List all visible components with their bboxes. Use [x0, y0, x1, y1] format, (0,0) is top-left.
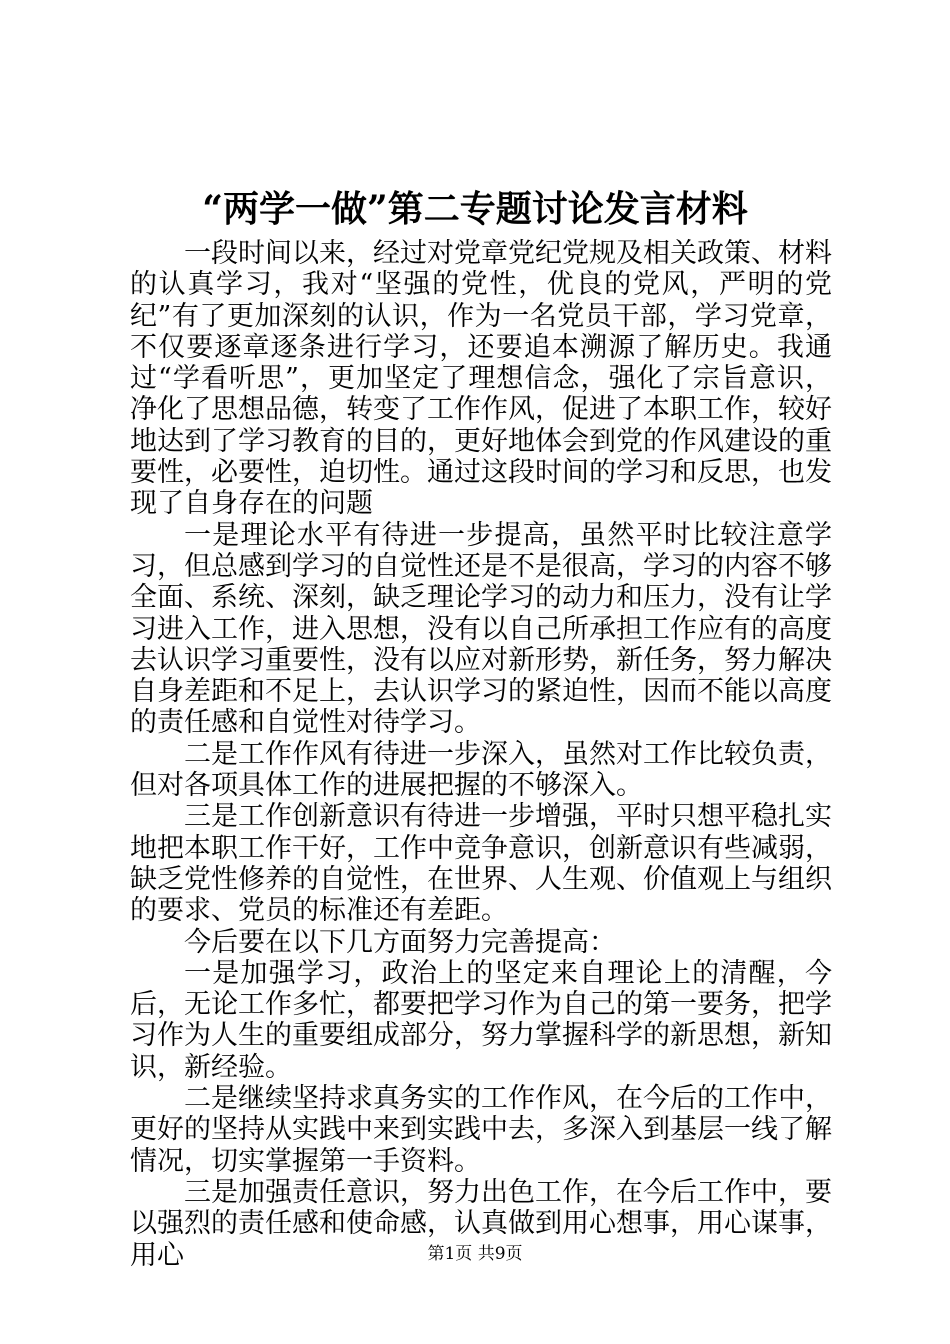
paragraph-improvement-intro: 今后要在以下几方面努力完善提高：	[184, 926, 616, 958]
paragraph-improvement-3: 三是加强责任意识，努力出色工作，在今后工作中，要以强烈的责任感和使命感，认真做到用心想事，用心谋事，用心	[130, 1176, 832, 1271]
paragraph-problem-3: 三是工作创新意识有待进一步增强，平时只想平稳扎实地把本职工作干好，工作中竞争意识，创新意识有些减弱，缺乏党性修养的自觉性，在世界、人生观、价值观上与组织的要求、党员的标准还有差距。	[130, 801, 832, 927]
paragraph-improvement-2: 二是继续坚持求真务实的工作作风，在今后的工作中，更好的坚持从实践中来到实践中去，多深入到基层一线了解情况，切实掌握第一手资料。	[130, 1083, 832, 1177]
paragraph-problem-1: 一是理论水平有待进一步提高，虽然平时比较注意学习，但总感到学习的自觉性还是不是很高，学习的内容不够全面、系统、深刻，缺乏理论学习的动力和压力，没有让学习进入工作，进入思想，没有以自己所承担工作应有的高度去认识学习重要性，没有以应对新形势，新任务，努力解决自身差距和不足上，去认识学习的紧迫性，因而不能以高度的责任感和自觉性对待学习。	[130, 519, 832, 739]
paragraph-problem-2: 二是工作作风有待进一步深入，虽然对工作比较负责，但对各项具体工作的进展把握的不够深入。	[130, 738, 832, 802]
paragraph-intro: 一段时间以来，经过对党章党纪党规及相关政策、材料的认真学习，我对“坚强的党性，优良的党风，严明的党纪”有了更加深刻的认识，作为一名党员干部，学习党章，不仅要逐章逐条进行学习，还要追本溯源了解历史。我通过“学看听思”，更加坚定了理想信念，强化了宗旨意识，净化了思想品德，转变了工作作风，促进了本职工作，较好地达到了学习教育的目的，更好地体会到党的作风建设的重要性，必要性，迫切性。通过这段时间的学习和反思，也发现了自身存在的问题	[130, 238, 832, 520]
document-body	[130, 238, 832, 1271]
paragraph-improvement-1: 一是加强学习，政治上的坚定来自理论上的清醒，今后，无论工作多忙，都要把学习作为自己的第一要务，把学习作为人生的重要组成部分，努力掌握科学的新思想，新知识，新经验。	[130, 957, 832, 1083]
page-number-footer: 第1页 共9页	[427, 1244, 523, 1264]
document-title: “两学一做”第二专题讨论发言材料	[202, 188, 748, 230]
